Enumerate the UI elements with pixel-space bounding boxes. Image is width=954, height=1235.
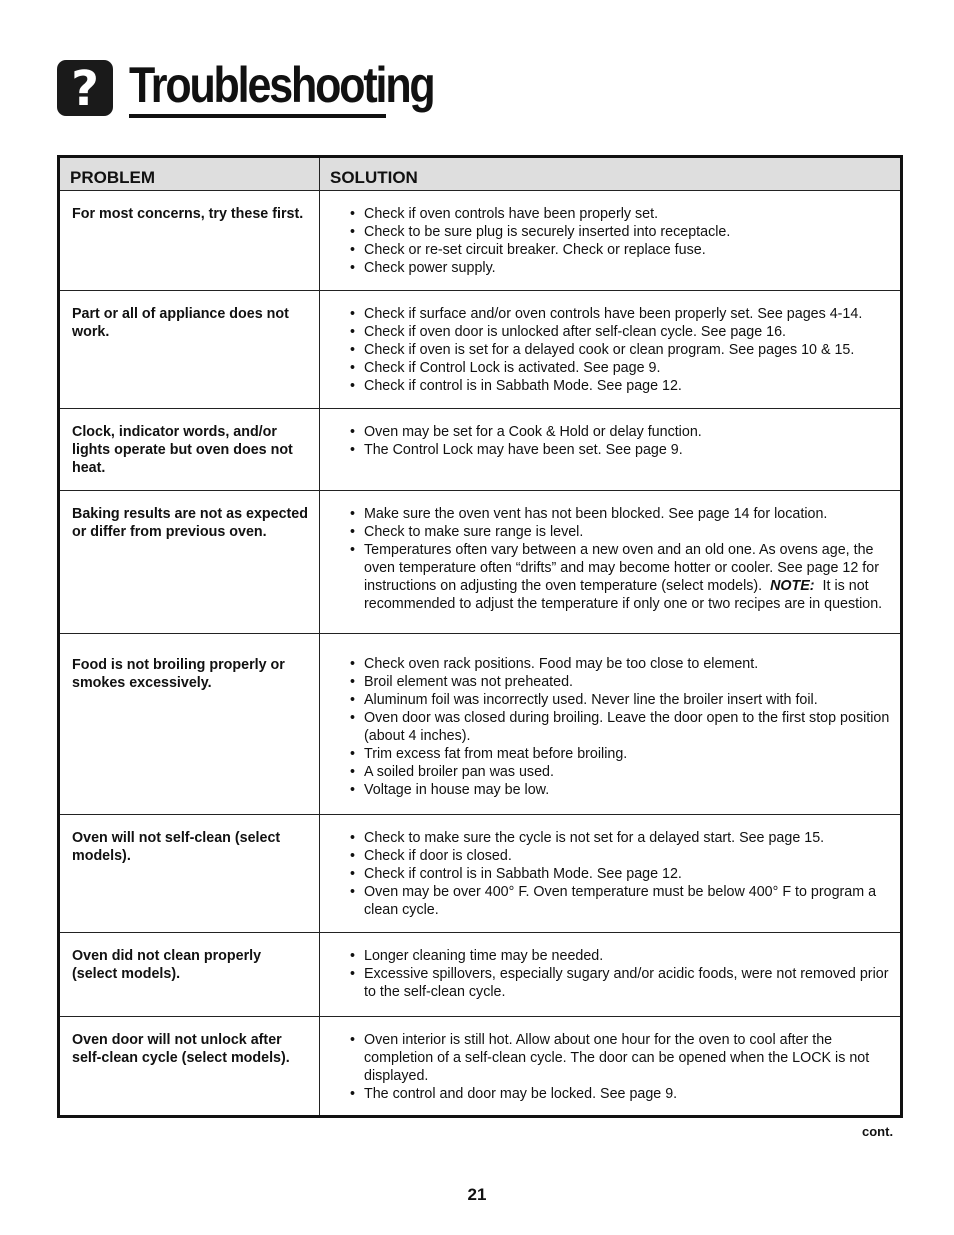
problem-cell: Oven door will not unlock after self-clean cycle (select models). [59,1017,320,1117]
list-item: • Check if door is closed. [352,847,890,865]
problem-cell: Oven did not clean properly (select models). [59,933,320,1017]
list-item: • Check if control is in Sabbath Mode. See page 12. [352,377,890,395]
problem-cell: Clock, indicator words, and/or lights operate but oven does not heat. [59,409,320,491]
troubleshooting-table [57,155,903,1118]
solution-cell [320,815,902,933]
problem-cell: Oven will not self-clean (select models). [59,815,320,933]
list-item: • Check if surface and/or oven controls have been properly set. See pages 4-14. [352,305,890,323]
list-item: • Trim excess fat from meat before broiling. [352,745,890,763]
list-item: • Check if oven door is unlocked after self-clean cycle. See page 16. [352,323,890,341]
list-item: • Check if oven controls have been properly set. [352,205,890,223]
question-icon [57,60,113,116]
list-item: • Check if Control Lock is activated. See page 9. [352,359,890,377]
list-item: • Oven may be over 400° F. Oven temperature must be below 400° F to program a clean cycle. [352,883,890,919]
table-row [59,634,902,815]
list-item: • Check to make sure range is level. [352,523,890,541]
table-row [59,933,902,1017]
list-item: • Excessive spillovers, especially sugary and/or acidic foods, were not removed prior to the self-clean cycle. [352,965,890,1001]
list-item: • Check power supply. [352,259,890,277]
page-title: Troubleshooting [129,57,434,113]
solution-text: It is not recommended to adjust the temperature if only one or two recipes are in question. [364,578,883,612]
solution-list [332,655,890,799]
problem-cell: Baking results are not as expected or differ from previous oven. [59,491,320,634]
list-item: • Longer cleaning time may be needed. [352,947,890,965]
list-item: • A soiled broiler pan was used. [352,763,890,781]
table-row [59,491,902,634]
list-item [352,541,890,613]
table-row [59,291,902,409]
table-row [59,191,902,291]
problem-cell: For most concerns, try these first. [59,191,320,291]
note-label: NOTE: [770,578,815,594]
solution-cell [320,409,902,491]
list-item: • Voltage in house may be low. [352,781,890,799]
list-item: • The Control Lock may have been set. See page 9. [352,441,890,459]
question-icon-glyph: ? [71,61,99,117]
table-header-row [59,157,902,191]
solution-list [332,1031,890,1103]
list-item: • Aluminum foil was incorrectly used. Never line the broiler insert with foil. [352,691,890,709]
list-item: • Oven may be set for a Cook & Hold or delay function. [352,423,890,441]
solution-list [332,829,890,919]
column-header-solution: SOLUTION [320,157,902,191]
list-item: • Check oven rack positions. Food may be too close to element. [352,655,890,673]
solution-cell [320,634,902,815]
table-row [59,409,902,491]
page-number: 21 [467,1185,487,1204]
problem-cell: Food is not broiling properly or smokes excessively. [59,634,320,815]
solution-list [332,305,890,395]
list-item: • Broil element was not preheated. [352,673,890,691]
table-row [59,815,902,933]
solution-cell [320,491,902,634]
list-item: • Check if control is in Sabbath Mode. See page 12. [352,865,890,883]
list-item: • Check or re-set circuit breaker. Check or replace fuse. [352,241,890,259]
solution-cell [320,291,902,409]
solution-text: Temperatures often vary between a new oven and an old one. As ovens age, the oven temperature often “drifts” and may become hotter or cooler. See page 12 for instructions on adjusting the oven temperature (select models). [364,542,879,594]
list-item: • Make sure the oven vent has not been blocked. See page 14 for location. [352,505,890,523]
table-row [59,1017,902,1117]
solution-list [332,947,890,1001]
list-item: • The control and door may be locked. See page 9. [352,1085,890,1103]
continued-label: cont. [862,1124,894,1139]
solution-cell [320,933,902,1017]
solution-list [332,505,890,613]
problem-cell: Part or all of appliance does not work. [59,291,320,409]
list-item: • Oven interior is still hot. Allow about one hour for the oven to cool after the completion of a self-clean cycle. The door can be opened when the LOCK is not displayed. [352,1031,890,1085]
list-item: • Check if oven is set for a delayed cook or clean program. See pages 10 & 15. [352,341,890,359]
column-header-problem: PROBLEM [59,157,320,191]
solution-list [332,205,890,277]
list-item: • Check to be sure plug is securely inserted into receptacle. [352,223,890,241]
list-item: • Oven door was closed during broiling. Leave the door open to the first stop position (about 4 inches). [352,709,890,745]
solution-cell [320,1017,902,1117]
solution-cell [320,191,902,291]
solution-list [332,423,890,459]
list-item: • Check to make sure the cycle is not set for a delayed start. See page 15. [352,829,890,847]
title-underline [129,114,386,118]
